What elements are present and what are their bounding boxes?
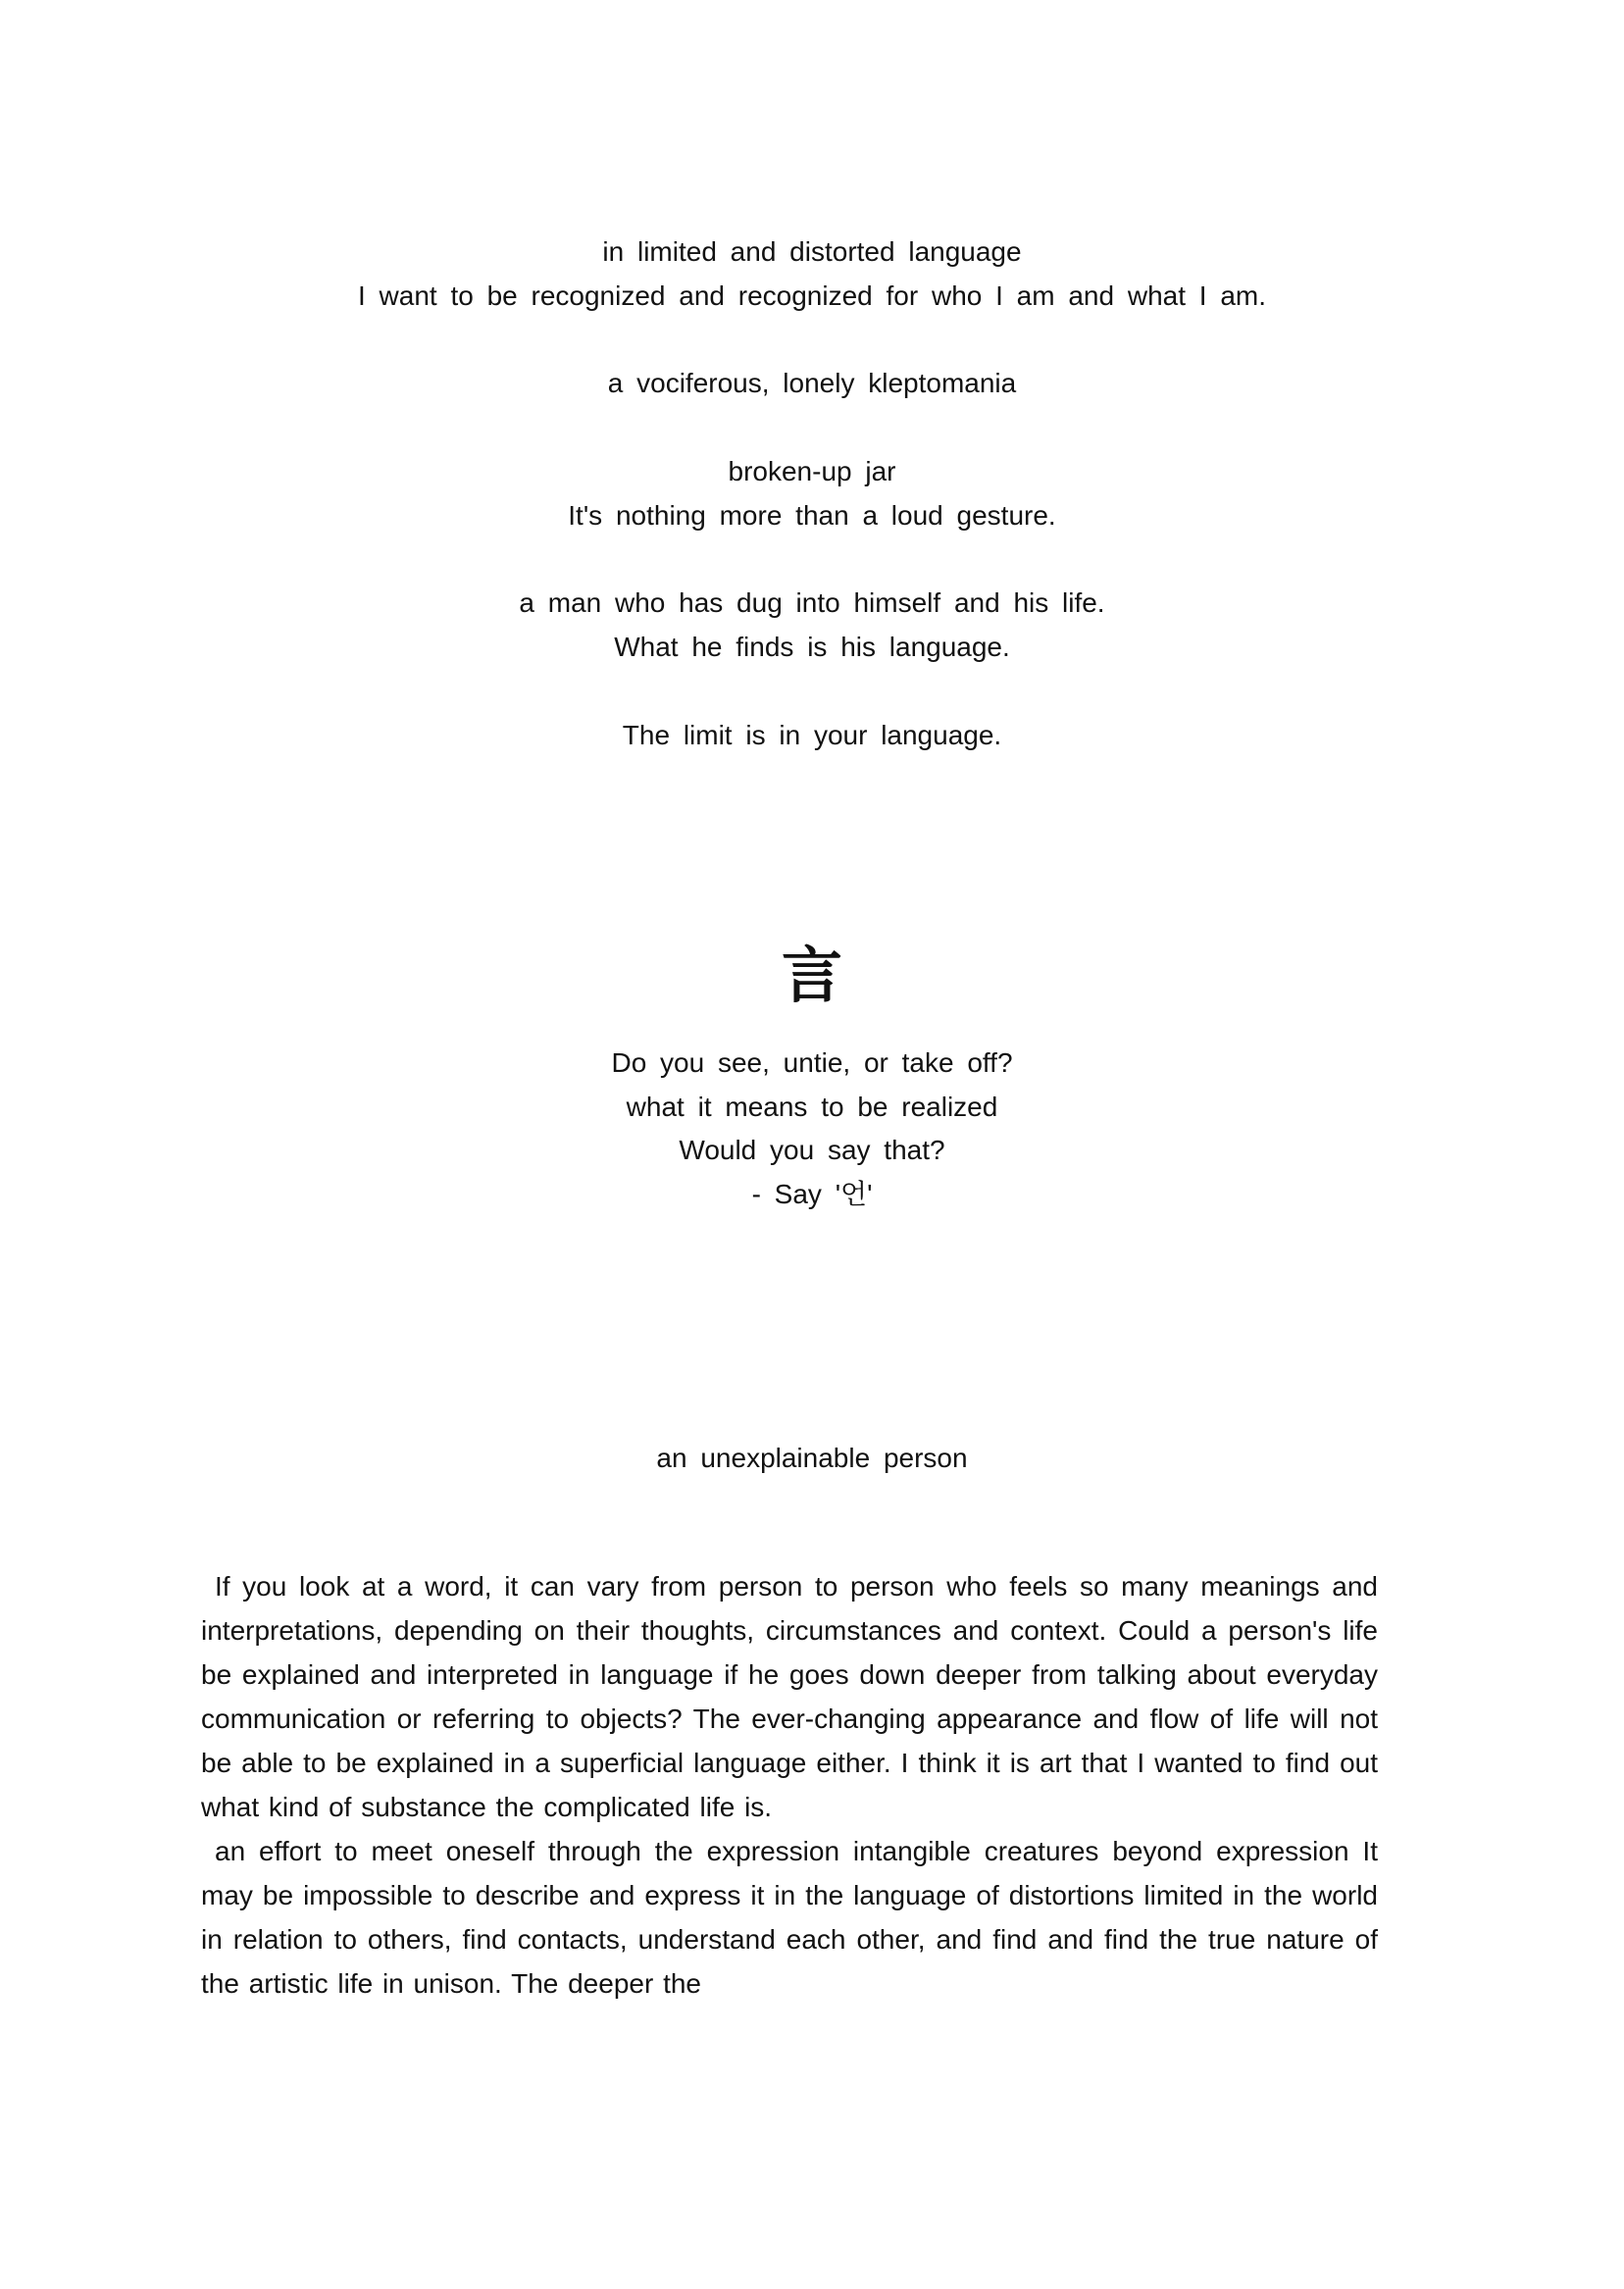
- poem-line: What he finds is his language.: [614, 632, 1010, 662]
- section-heading: an unexplainable person: [656, 1443, 968, 1473]
- poem-line: The limit is in your language.: [622, 720, 1002, 750]
- caption-line: Do you see, untie, or take off?: [611, 1047, 1013, 1078]
- poem-line: I want to be recognized and recognized for who I am and what I am.: [357, 280, 1267, 311]
- caption-line: Would you say that?: [679, 1135, 945, 1165]
- caption-line: - Say '언': [751, 1179, 873, 1209]
- essay-body: [201, 1564, 1378, 2006]
- essay-paragraph: If you look at a word, it can vary from person to person who feels so many meanings and interpretations, depending on their thoughts, circumstances and context. Could a person's life be explained and interpreted in language if he goes down deeper from talking about everyday communication or referring to objects? The ever-changing appearance and flow of life will not be able to be explained in a superficial language either. I think it is art that I wanted to find out what kind of substance the complicated life is.: [201, 1571, 1378, 1822]
- poem-line: a man who has dug into himself and his life.: [519, 587, 1105, 618]
- poem-line: broken-up jar: [728, 456, 896, 486]
- hanja-character: [0, 941, 1624, 1010]
- poem-line: in limited and distorted language: [602, 236, 1022, 267]
- hanja-glyph: 言: [781, 940, 842, 1011]
- essay-paragraph: an effort to meet oneself through the expression intangible creatures beyond expression It may be impossible to describe and express it in the language of distortions limited in the world in relation to others, find contacts, understand each other, and find and find the true nature of the artistic life in unison. The deeper the: [201, 1836, 1378, 1999]
- caption-line: what it means to be realized: [626, 1092, 998, 1122]
- poem-line: a vociferous, lonely kleptomania: [607, 368, 1017, 398]
- poem-line: It's nothing more than a loud gesture.: [568, 500, 1056, 531]
